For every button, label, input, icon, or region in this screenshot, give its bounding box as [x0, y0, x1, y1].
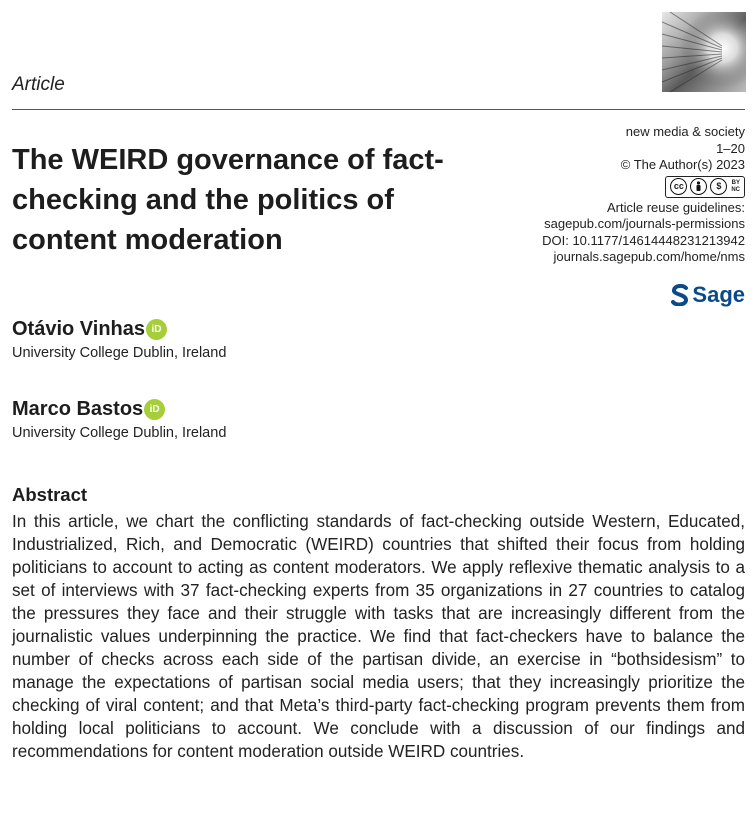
author-name: [12, 318, 167, 341]
journal-cover-image: [662, 12, 746, 92]
orcid-icon[interactable]: iD: [146, 319, 167, 340]
author-name-text: Marco Bastos: [12, 398, 144, 420]
abstract-heading: Abstract: [12, 484, 88, 505]
author-name-text: Otávio Vinhas: [12, 318, 146, 340]
orcid-icon[interactable]: iD: [144, 399, 165, 420]
journal-homepage-link[interactable]: journals.sagepub.com/home/nms: [553, 249, 745, 264]
doi-link[interactable]: DOI: 10.1177/14614448231213942: [542, 232, 745, 248]
cc-icon: cc: [670, 178, 687, 195]
article-title: The WEIRD governance of fact-checking and the politics of content moderation: [12, 144, 444, 256]
journal-name: new media & society: [625, 124, 745, 139]
abstract-text: In this article, we chart the conflicting standards of fact-checking outside Western, Educated, Industrialized, Rich, and Democratic (WEIRD) countries that shifted their focus from holding politicians to account to acting as content moderators. We apply reflexive thematic analysis to a set of interviews with 37 fact-checking experts from 35 organizations in 27 countries to catalog the pressures they face and their struggle with tasks that are increasingly different from the journalistic values underpinning the practice. We find that fact-checkers have to balance the number of checks across each side of the partisan divide, an exercise in “bothsidesism” to manage the expectations of partisan social media users; that they increasingly prioritize the checking of viral content; and that Meta’s third-party fact-checking program prevents them from holding local politicians to account. We conclude with a discussion of our findings and recommendations for content moderation outside WEIRD countries.: [12, 512, 745, 761]
sage-wordmark: Sage: [692, 282, 745, 307]
header-divider: [12, 109, 745, 110]
author-affiliation: University College Dublin, Ireland: [12, 425, 227, 441]
nc-noncommercial-icon: $: [710, 178, 727, 195]
cc-nc-label: NC: [731, 186, 740, 193]
author-affiliation: University College Dublin, Ireland: [12, 345, 227, 361]
by-attribution-icon: [690, 178, 707, 195]
author-name: [12, 398, 165, 421]
cc-license-badge[interactable]: [665, 176, 745, 198]
copyright-notice: © The Author(s) 2023: [620, 157, 745, 172]
cc-by-label: BY: [731, 179, 740, 186]
page-range: 1–20: [716, 140, 745, 156]
journal-metadata: [542, 124, 745, 266]
sage-s-icon: [671, 284, 689, 306]
article-type-label: Article: [12, 74, 65, 95]
permissions-link[interactable]: sagepub.com/journals-permissions: [544, 216, 745, 231]
reuse-guidelines-label: Article reuse guidelines:: [606, 199, 745, 215]
sage-publisher-logo[interactable]: [671, 282, 745, 308]
